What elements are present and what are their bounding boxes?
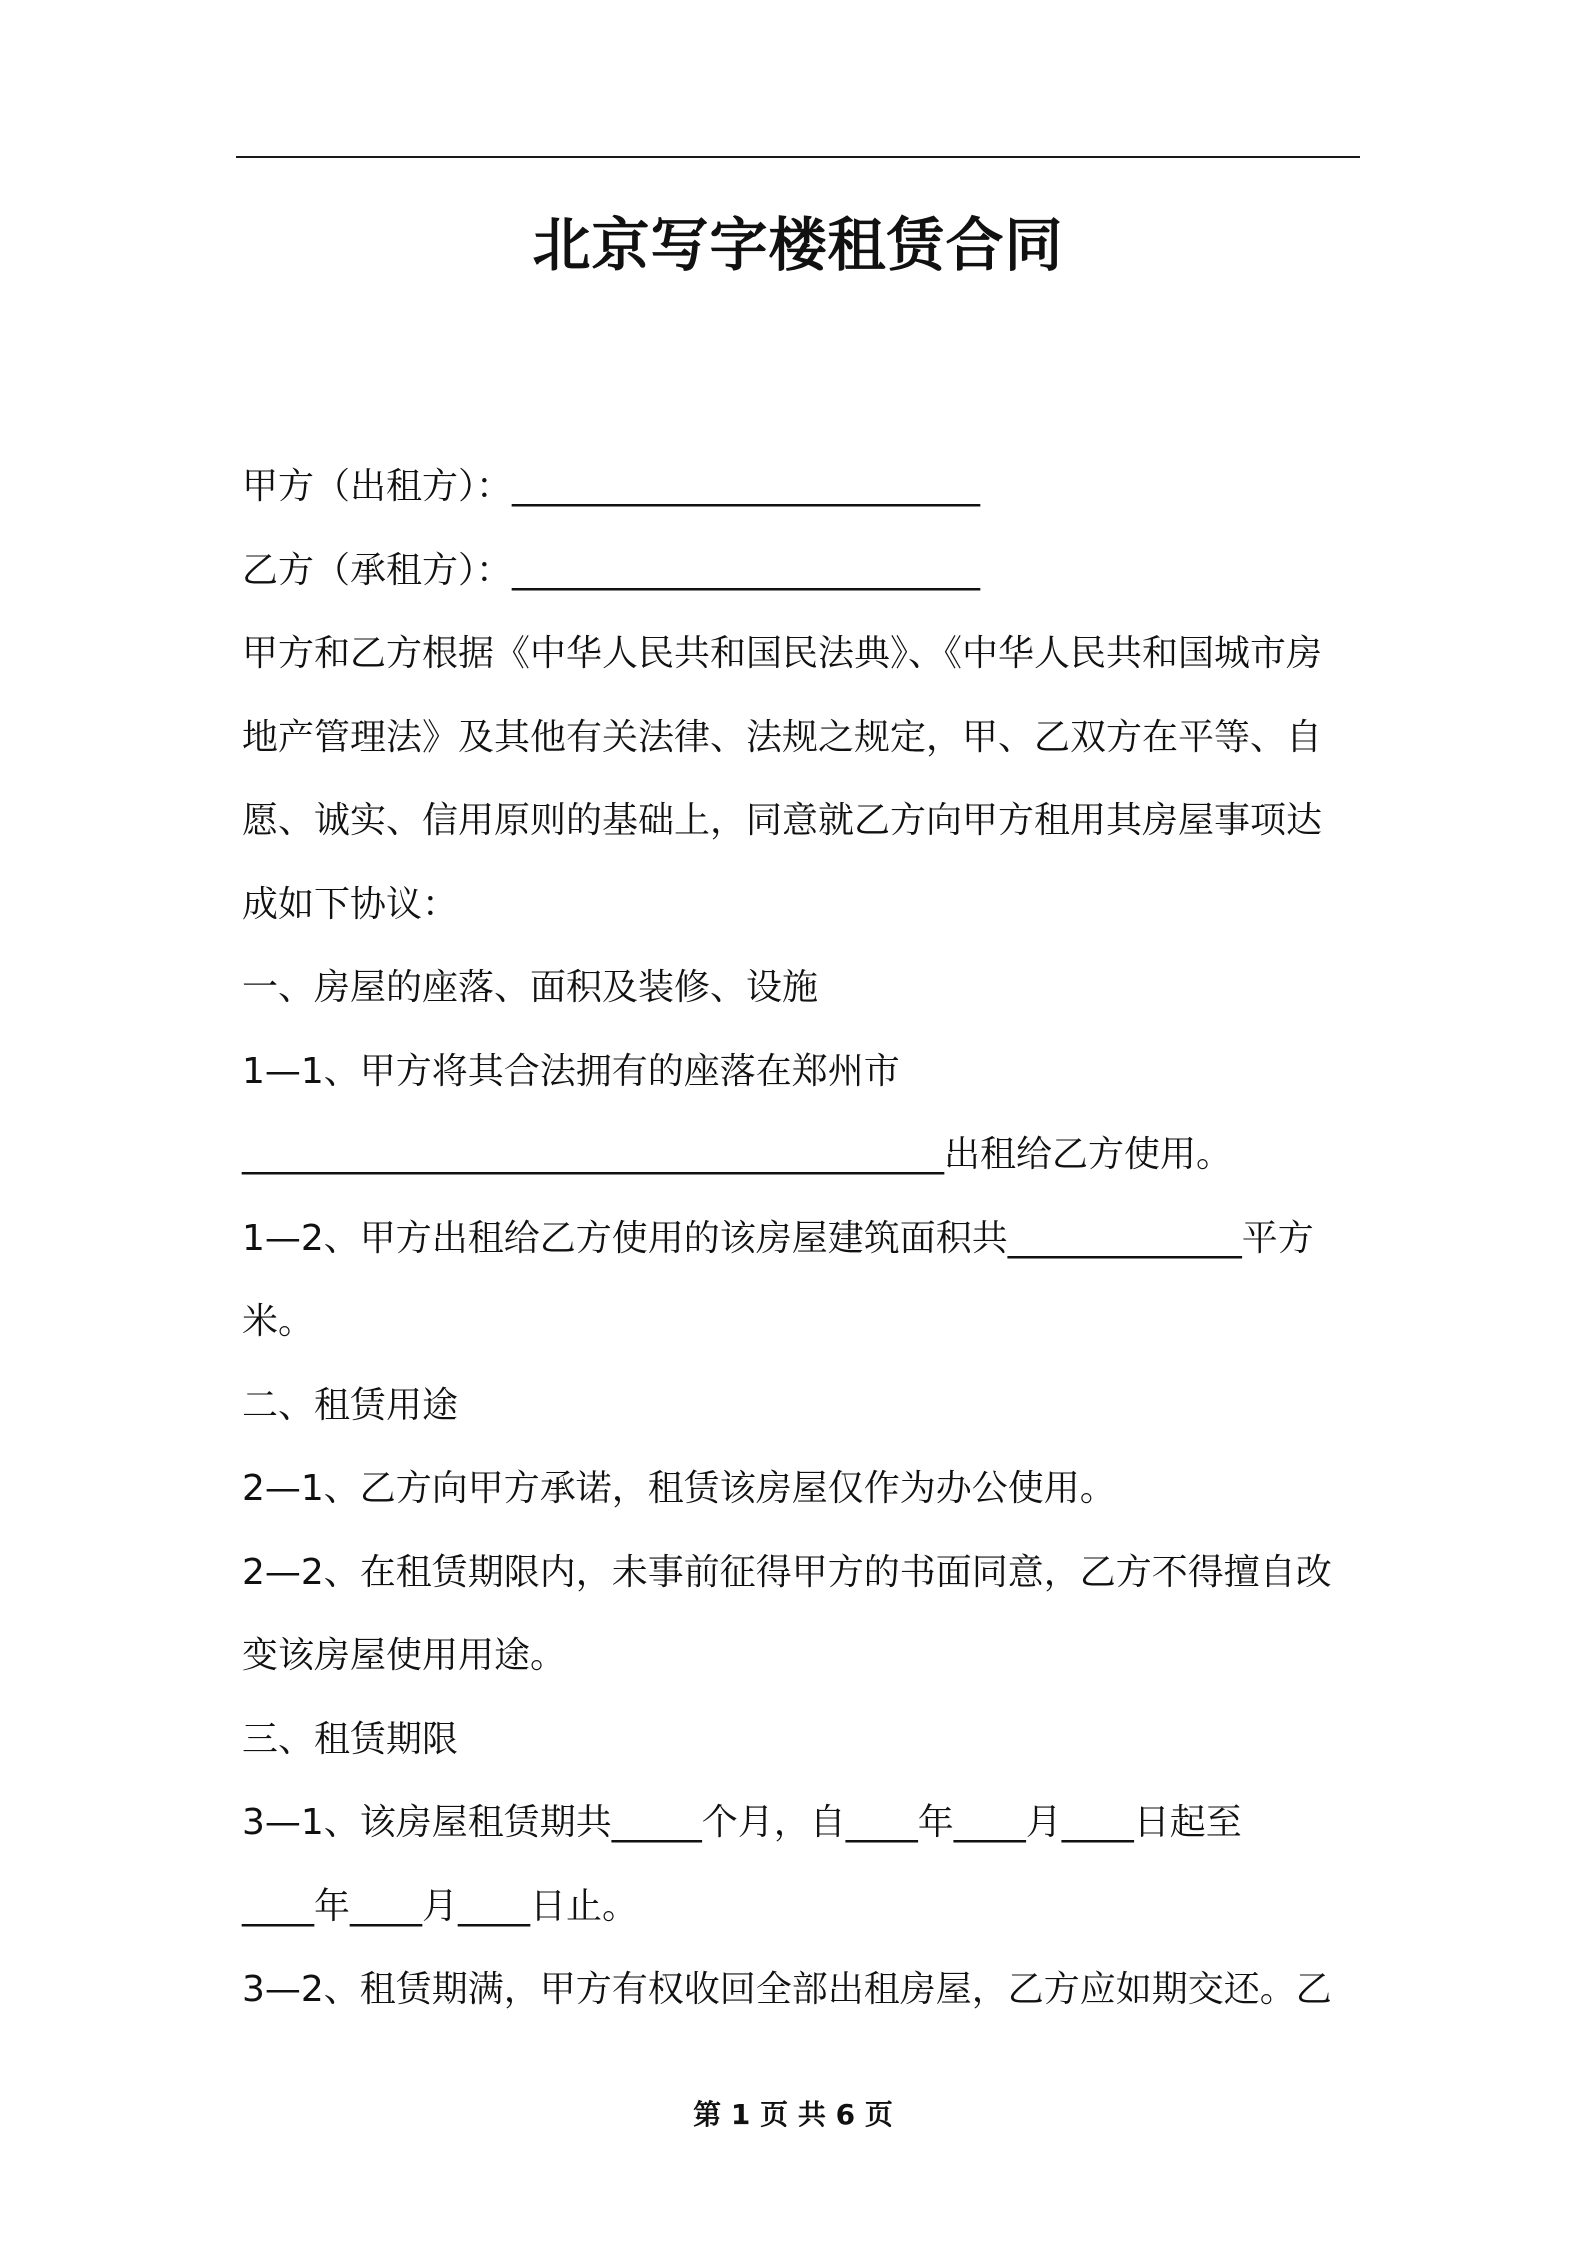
clause-line: 1—1、甲方将其合法拥有的座落在郑州市	[242, 1050, 900, 1092]
clause-line: 变该房屋使用用途。	[242, 1635, 567, 1676]
page-indicator: 第 1 页 共 6 页	[693, 2098, 893, 2131]
preamble-line: 成如下协议：	[242, 883, 459, 925]
clause-line: 3—1、该房屋租赁期共_____个月，自____年____月____日起至	[242, 1802, 1242, 1843]
clause-line: 1—2、甲方出租给乙方使用的该房屋建筑面积共_____________平方	[242, 1217, 1314, 1259]
clause-line: 2—1、乙方向甲方承诺，租赁该房屋仅作为办公使用。	[242, 1468, 1116, 1509]
preamble-line: 地产管理法》及其他有关法律、法规之规定，甲、乙双方在平等、自	[242, 716, 1323, 758]
document-body	[242, 445, 1364, 2032]
clause-line: 米。	[242, 1301, 315, 1342]
party-a-line: 甲方（出租方）：__________________________	[242, 466, 981, 507]
header-rule	[236, 156, 1360, 158]
preamble-line: 甲方和乙方根据《中华人民共和国民法典》、《中华人民共和国城市房	[242, 633, 1323, 674]
section-heading: 三、租赁期限	[242, 1718, 459, 1760]
clause-line: _______________________________________出租给乙方使用。	[242, 1134, 1233, 1175]
party-b-line: 乙方（承租方）：__________________________	[242, 549, 981, 591]
clause-line: 3—2、租赁期满，甲方有权收回全部出租房屋，乙方应如期交还。乙	[242, 1969, 1332, 2010]
preamble-line: 愿、诚实、信用原则的基础上，同意就乙方向甲方租用其房屋事项达	[242, 800, 1323, 841]
section-heading: 一、房屋的座落、面积及装修、设施	[242, 967, 819, 1008]
section-heading: 二、租赁用途	[242, 1384, 459, 1426]
clause-line: 2—2、在租赁期限内，未事前征得甲方的书面同意，乙方不得擅自改	[242, 1551, 1332, 1593]
document-title: 北京写字楼租赁合同	[532, 211, 1064, 279]
clause-line: ____年____月____日止。	[242, 1885, 639, 1927]
